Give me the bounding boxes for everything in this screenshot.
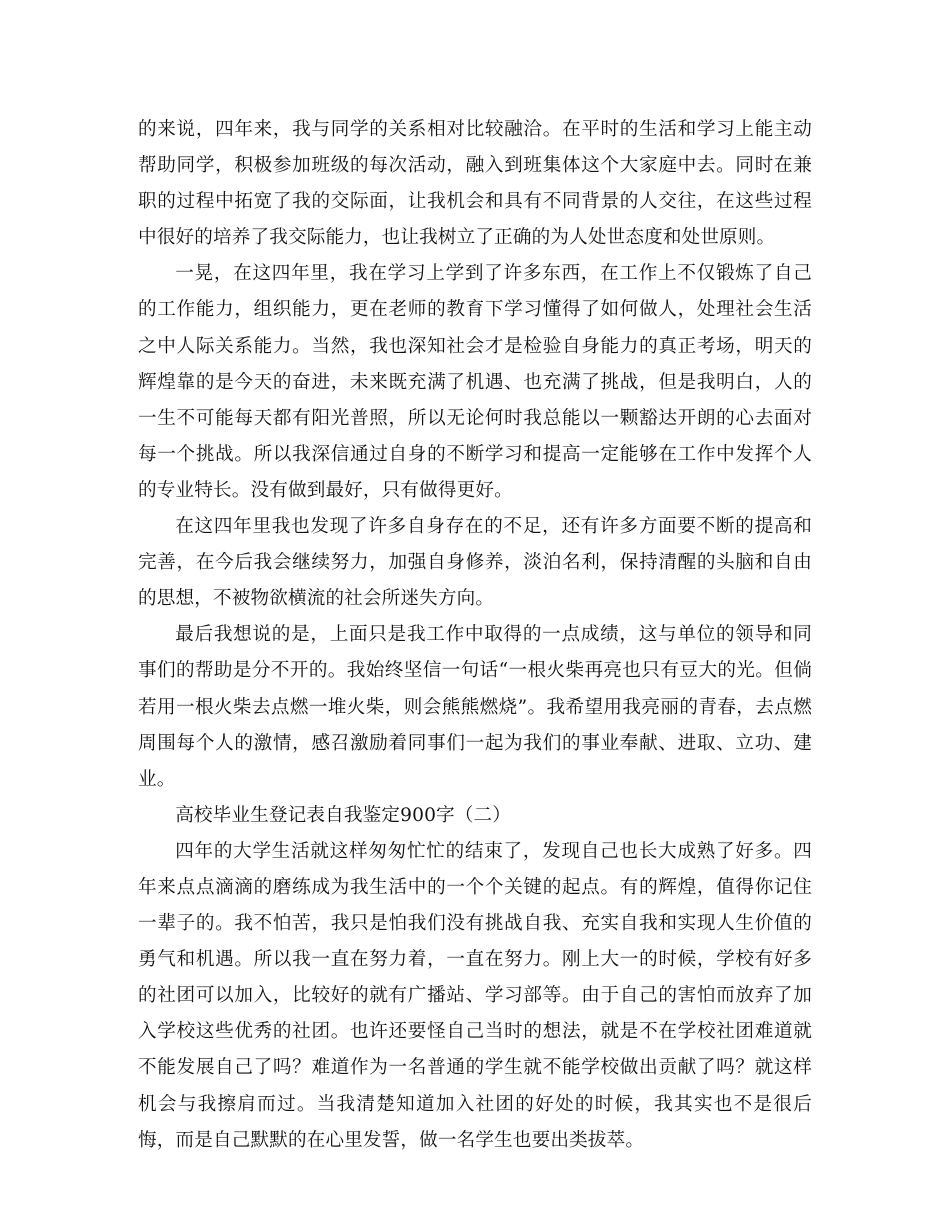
paragraph-shortcomings: 在这四年里我也发现了许多自身存在的不足，还有许多方面要不断的提高和完善，在今后我会继续努力，加强自身修养，淡泊名利，保持清醒的头脑和自由的思想，不被物欲横流的社会所迷失方向。 [138,516,812,610]
section-heading-part-two: 高校毕业生登记表自我鉴定900字（二） [175,804,512,826]
paragraph-college-life: 四年的大学生活就这样匆匆忙忙的结束了，发现自己也长大成熟了好多。四年来点点滴滴的磨练成为我生活中的一个个关键的起点。有的辉煌，值得你记住一辈子的。我不怕苦，我只是怕我们没有挑战自我、充实自我和实现人生价值的勇气和机遇。所以我一直在努力着，一直在努力。刚上大一的时候，学校有好多的社团可以加入，比较好的就有广播站、学习部等。由于自己的害怕而放弃了加入学校这些优秀的社团。也许还要怪自己当时的想法，就是不在学校社团难道就不能发展自己了吗？难道作为一名普通的学生就不能学校做出贡献了吗？就这样机会与我擦肩而过。当我清楚知道加入社团的好处的时候，我其实也不是很后悔，而是自己默默的在心里发誓，做一名学生也要出类拔萃。 [138,840,812,1151]
paragraph-continuation: 的来说，四年来，我与同学的关系相对比较融洽。在平时的生活和学习上能主动帮助同学，积极参加班级的每次活动，融入到班集体这个大家庭中去。同时在兼职的过程中拓宽了我的交际面，让我机会和具有不同背景的人交往，在这些过程中很好的培养了我交际能力，也让我树立了正确的为人处世态度和处世原则。 [138,119,812,249]
paragraph-four-years-growth: 一晃，在这四年里，我在学习上学到了许多东西，在工作上不仅锻炼了自己的工作能力，组织能力，更在老师的教育下学习懂得了如何做人，处理社会生活之中人际关系能力。当然，我也深知社会才是检验自身能力的真正考场，明天的辉煌靠的是今天的奋进，未来既充满了机遇、也充满了挑战，但是我明白，人的一生不可能每天都有阳光普照，所以无论何时我总能以一颗豁达开朗的心去面对每一个挑战。所以我深信通过自身的不断学习和提高一定能够在工作中发挥个人的专业特长。没有做到最好，只有做得更好。 [138,263,812,501]
paragraph-closing-thanks: 最后我想说的是，上面只是我工作中取得的一点成绩，这与单位的领导和同事们的帮助是分不开的。我始终坚信一句话“一根火柴再亮也只有豆大的光。但倘若用一根火柴去点燃一堆火柴，则会熊熊燃烧”。我希望用我亮丽的青春，去点燃周围每个人的激情，感召激励着同事们一起为我们的事业奉献、进取、立功、建业。 [138,624,812,790]
